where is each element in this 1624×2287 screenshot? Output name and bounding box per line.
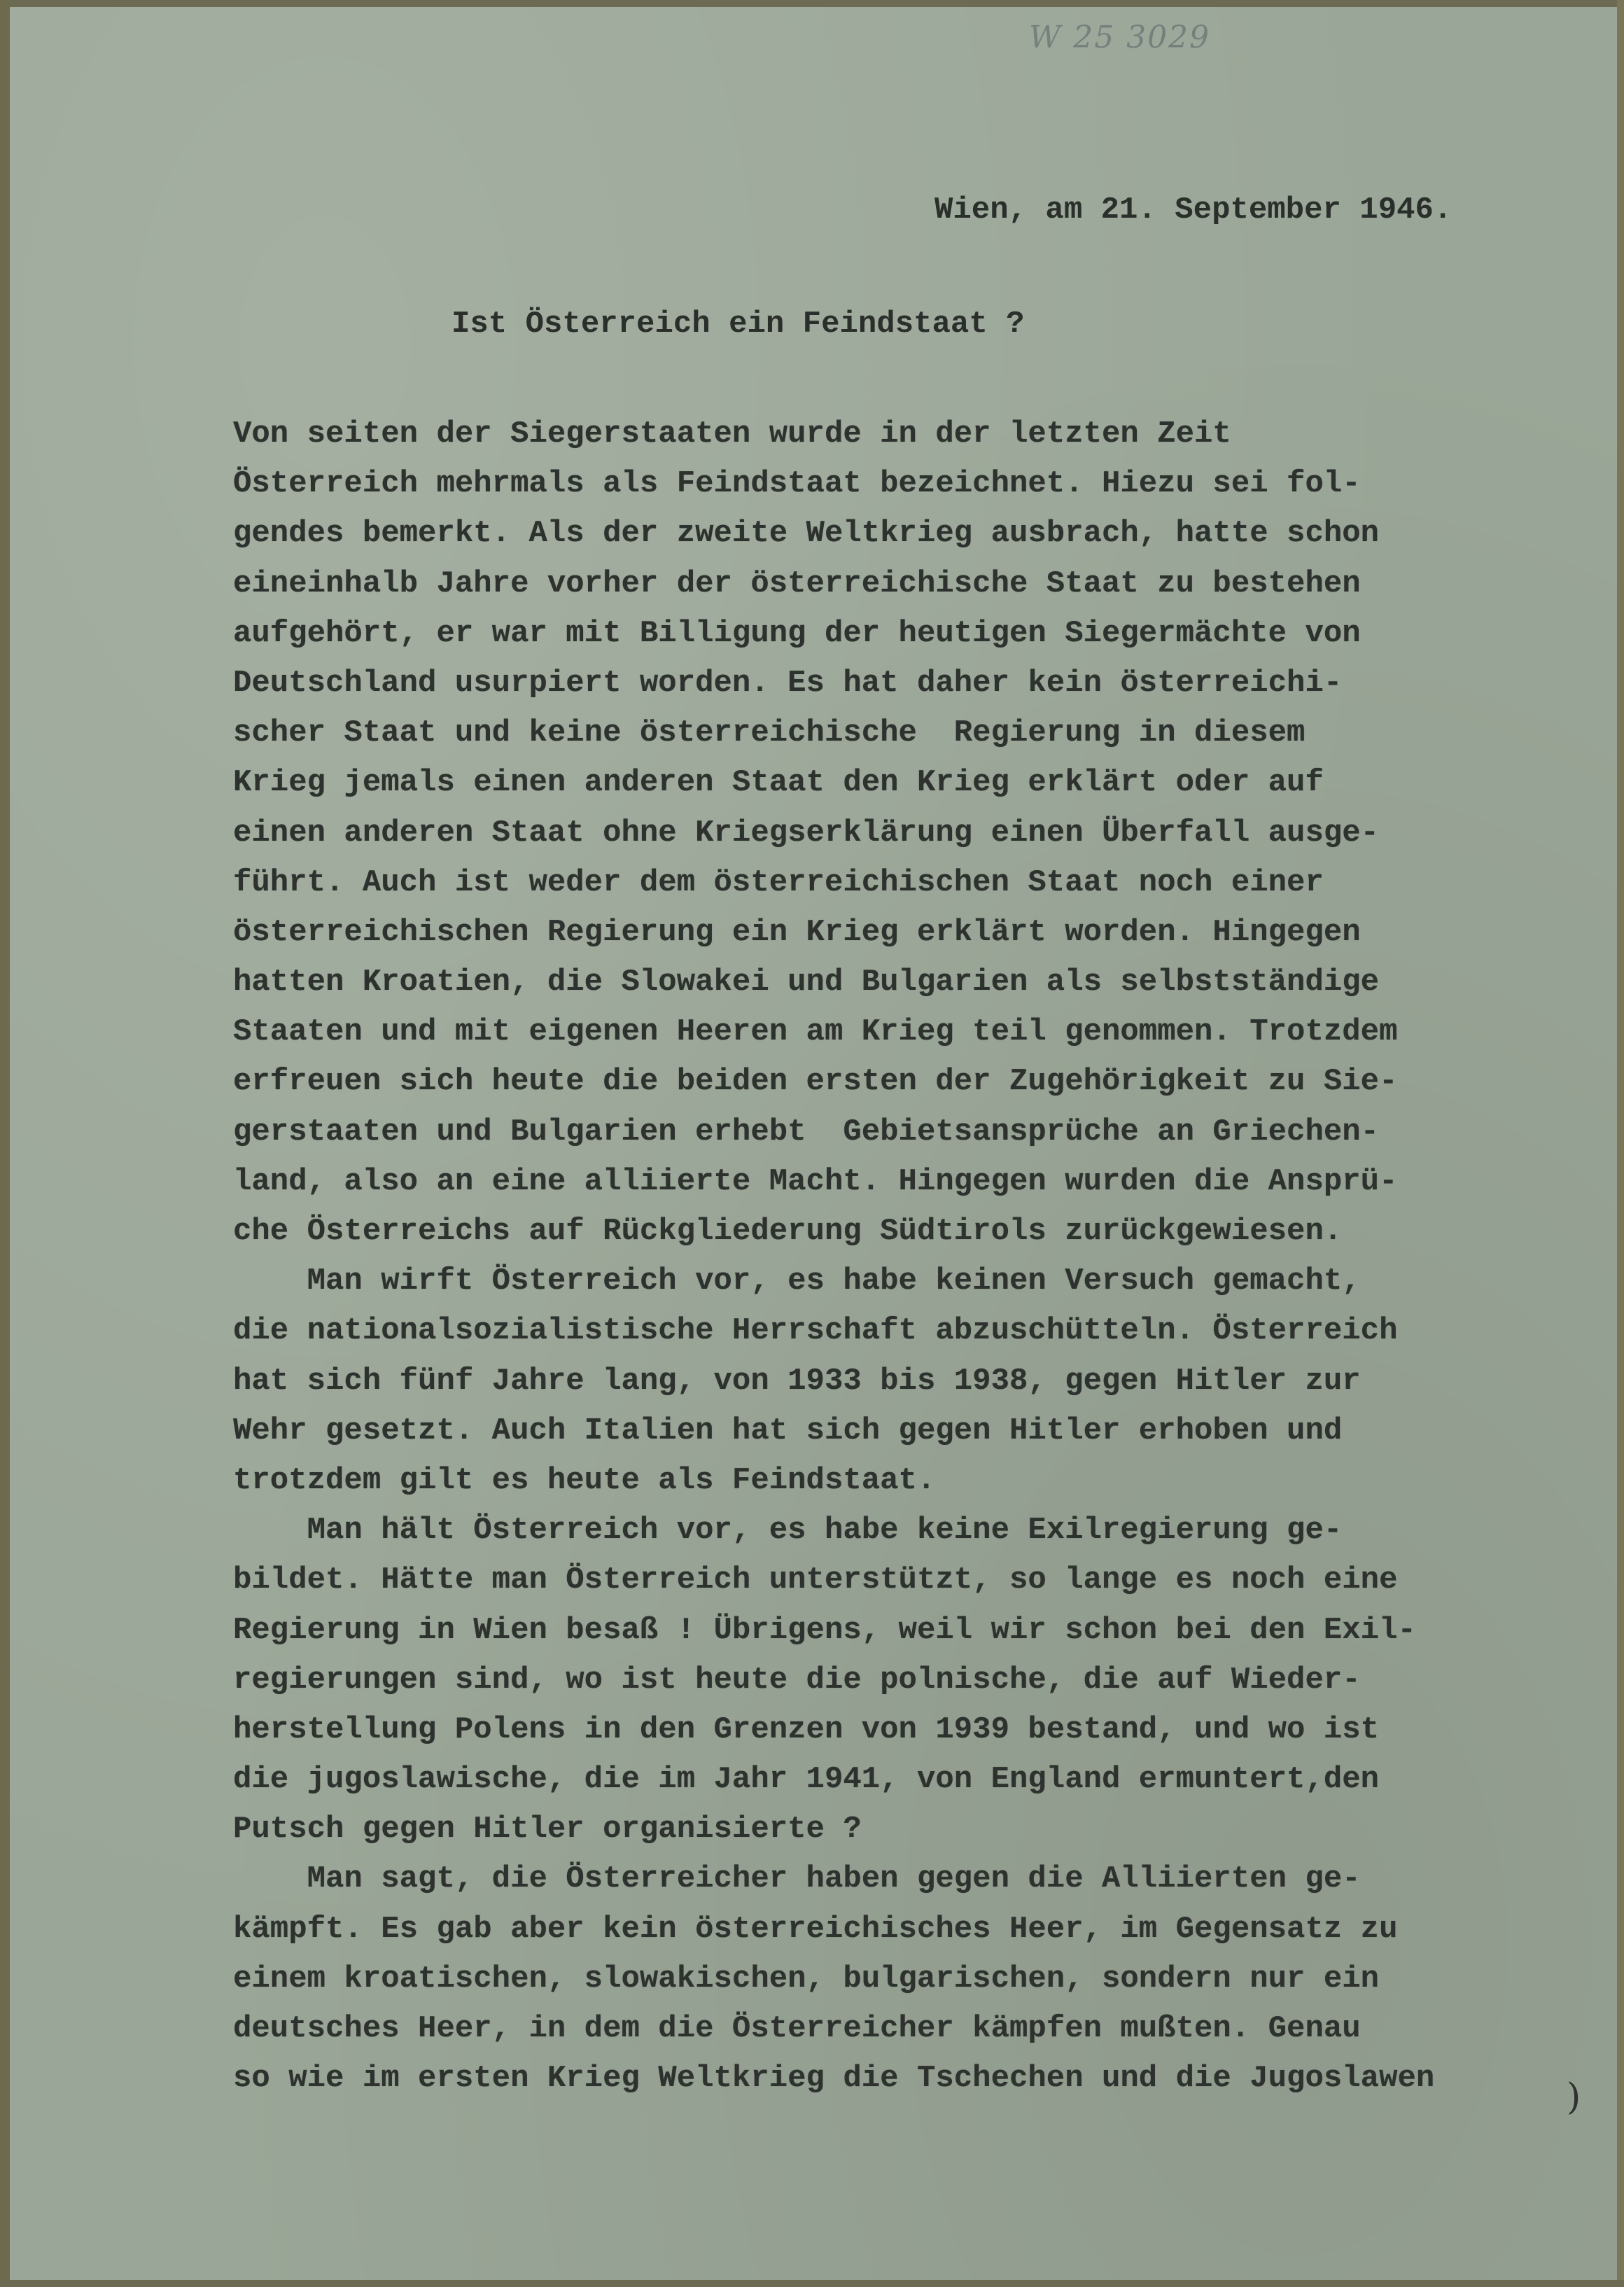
body-line: Man wirft Österreich vor, es habe keinen Versuch gemacht, [233,1264,1361,1299]
page-edge-left [0,0,10,2287]
body-line: regierungen sind, wo ist heute die polnische, die auf Wieder- [233,1662,1361,1698]
body-line: Österreich mehrmals als Feindstaat bezeichnet. Hiezu sei fol- [233,466,1361,502]
body-line: österreichischen Regierung ein Krieg erklärt worden. Hingegen [233,914,1361,950]
body-line: Man sagt, die Österreicher haben gegen die Alliierten ge- [233,1861,1361,1897]
page-edge-bottom [0,2280,1624,2287]
body-line: Putsch gegen Hitler organisierte ? [233,1812,862,1847]
body-line: aufgehört, er war mit Billigung der heutigen Siegermächte von [233,615,1361,651]
body-text [233,410,1521,2104]
body-line: die nationalsozialistische Herrschaft abzuschütteln. Österreich [233,1313,1398,1349]
body-line: Regierung in Wien besaß ! Übrigens, weil wir schon bei den Exil- [233,1612,1416,1648]
body-line: hat sich fünf Jahre lang, von 1933 bis 1938, gegen Hitler zur [233,1363,1361,1399]
body-line: gerstaaten und Bulgarien erhebt Gebietsansprüche an Griechen- [233,1114,1380,1149]
body-line: che Österreichs auf Rückgliederung Südtirols zurückgewiesen. [233,1214,1343,1249]
body-line: so wie im ersten Krieg Weltkrieg die Tschechen und die Jugoslawen [233,2061,1435,2097]
body-line: führt. Auch ist weder dem österreichischen Staat noch einer [233,865,1324,900]
date-line: Wien, am 21. September 1946. [934,193,1452,228]
body-line: Wehr gesetzt. Auch Italien hat sich gegen Hitler erhoben und [233,1413,1343,1448]
body-line: erfreuen sich heute die beiden ersten der Zugehörigkeit zu Sie- [233,1064,1398,1100]
body-line: kämpft. Es gab aber kein österreichisches Heer, im Gegensatz zu [233,1911,1398,1947]
body-line: scher Staat und keine österreichische Regierung in diesem [233,715,1306,751]
body-line: hatten Kroatien, die Slowakei und Bulgarien als selbstständige [233,965,1380,1000]
margin-mark: ) [1567,2076,1581,2118]
body-line: land, also an eine alliierte Macht. Hingegen wurden die Ansprü- [233,1163,1398,1199]
body-line: gendes bemerkt. Als der zweite Weltkrieg ausbrach, hatte schon [233,516,1380,552]
document-title: Ist Österreich ein Feindstaat ? [451,307,1025,342]
archive-reference-note: W 25 3029 [1029,20,1211,55]
page-edge-top [0,0,1624,7]
body-line: einem kroatischen, slowakischen, bulgarischen, sondern nur ein [233,1961,1380,1996]
body-line: deutsches Heer, in dem die Österreicher kämpfen mußten. Genau [233,2011,1361,2046]
body-line: Krieg jemals einen anderen Staat den Krieg erklärt oder auf [233,765,1324,801]
body-line: Von seiten der Siegerstaaten wurde in der letzten Zeit [233,417,1231,452]
body-line: trotzdem gilt es heute als Feindstaat. [233,1462,936,1498]
body-line: Staaten und mit eigenen Heeren am Krieg teil genommen. Trotzdem [233,1014,1398,1050]
body-line: bildet. Hätte man Österreich unterstützt, so lange es noch eine [233,1562,1398,1598]
body-line: Man hält Österreich vor, es habe keine Exilregierung ge- [233,1513,1343,1548]
body-line: einen anderen Staat ohne Kriegserklärung einen Überfall ausge- [233,815,1380,851]
body-line: herstellung Polens in den Grenzen von 1939 bestand, und wo ist [233,1712,1380,1747]
body-line: die jugoslawische, die im Jahr 1941, von England ermuntert,den [233,1762,1380,1798]
page-edge-right [1617,0,1624,2287]
body-line: eineinhalb Jahre vorher der österreichische Staat zu bestehen [233,566,1361,601]
body-line: Deutschland usurpiert worden. Es hat daher kein österreichi- [233,665,1343,701]
